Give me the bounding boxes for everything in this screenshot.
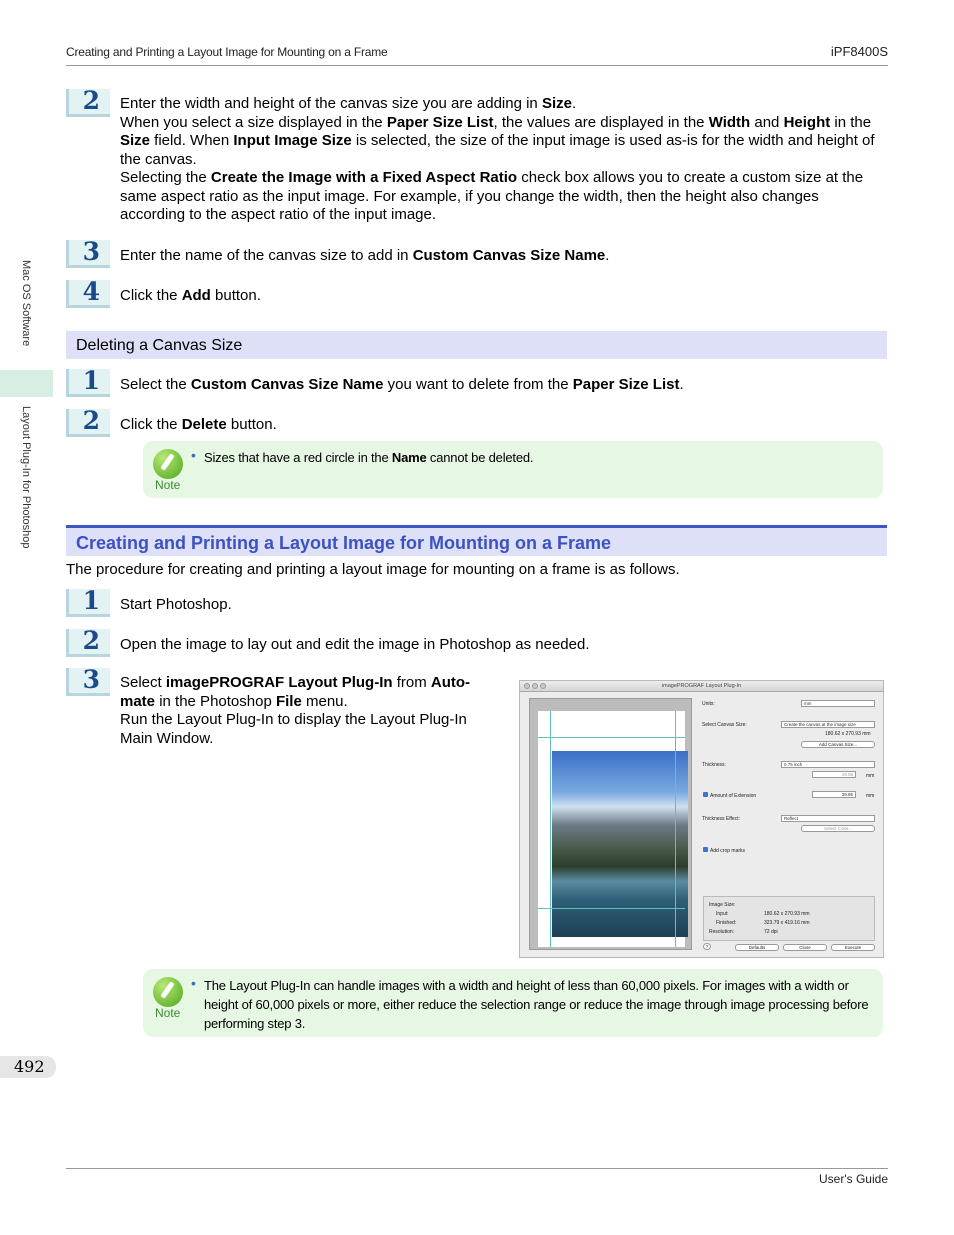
thickness-label: Thickness: bbox=[702, 762, 726, 768]
finished-size-label: Finished: bbox=[716, 920, 737, 926]
side-tab-marker bbox=[0, 370, 53, 397]
header-rule bbox=[66, 65, 888, 66]
help-icon: ? bbox=[703, 943, 711, 950]
note-pencil-icon bbox=[153, 449, 183, 479]
extension-label: Amount of Extension bbox=[710, 793, 757, 799]
note-text: The Layout Plug-In can handle images with a width and height of less than 60,000 pixels. For images with a width or height of 60,000 pixels or more, either reduce the selection range or reduce the image through image processing before performing step 3. bbox=[204, 978, 869, 1031]
crop-marks-label: Add crop marks bbox=[710, 848, 746, 854]
thickness-effect-select: Reflect bbox=[781, 815, 875, 822]
step-badge: 1 bbox=[66, 589, 110, 617]
step-badge: 4 bbox=[66, 280, 110, 308]
subsection-heading: Deleting a Canvas Size bbox=[66, 331, 887, 359]
step-text: Click the Add button. bbox=[120, 287, 261, 304]
units-label: Units: bbox=[702, 701, 715, 707]
step-badge: 2 bbox=[66, 409, 110, 437]
input-size-value: 180.62 x 270.93 mm bbox=[764, 911, 810, 917]
step-text: Open the image to lay out and edit the image in Photoshop as needed. bbox=[120, 636, 590, 653]
unit-label: mm bbox=[866, 793, 875, 799]
thickness-select: 0.75 inch bbox=[781, 761, 875, 768]
close-button: Close bbox=[783, 944, 827, 951]
step-badge: 2 bbox=[66, 629, 110, 657]
select-color-button: Select Color... bbox=[801, 825, 875, 832]
side-tab-mac-os-software: Mac OS Software bbox=[20, 260, 32, 347]
note-text: Sizes that have a red circle in the Name cannot be deleted. bbox=[204, 450, 534, 465]
units-select: mm bbox=[801, 700, 875, 707]
bullet-icon: • bbox=[191, 447, 196, 463]
thickness-effect-label: Thickness Effect: bbox=[702, 816, 740, 822]
page-number-tab bbox=[0, 1056, 56, 1078]
step-text: Select imagePROGRAF Layout Plug-In from Auto- mate in the Photoshop File menu. Run the Layout Plug-In to display the Layout Plug-In Main Window. bbox=[120, 674, 471, 747]
resolution-label: Resolution: bbox=[709, 929, 735, 935]
layout-plugin-window-screenshot bbox=[519, 680, 884, 958]
note-pencil-icon bbox=[153, 977, 183, 1007]
step-badge: 1 bbox=[66, 369, 110, 397]
footer-rule bbox=[66, 1168, 888, 1169]
resolution-value: 72 dpi bbox=[764, 929, 778, 935]
extension-checkbox bbox=[703, 792, 708, 797]
crop-marks-checkbox bbox=[703, 847, 708, 852]
side-tab-layout-plugin: Layout Plug-In for Photoshop bbox=[20, 406, 32, 549]
footer-guide-label: User's Guide bbox=[819, 1172, 888, 1186]
preview-photo bbox=[552, 751, 688, 937]
input-size-label: Input: bbox=[716, 911, 729, 917]
note-box bbox=[143, 441, 883, 498]
execute-button: Execute bbox=[831, 944, 875, 951]
step-text: Enter the name of the canvas size to add in Custom Canvas Size Name. bbox=[120, 247, 610, 264]
canvas-size-select: Create the canvas at the image size bbox=[781, 721, 875, 728]
add-canvas-size-button: Add Canvas Size... bbox=[801, 741, 875, 748]
window-titlebar bbox=[520, 681, 883, 692]
note-label: Note bbox=[155, 478, 181, 492]
running-header-model: iPF8400S bbox=[830, 44, 888, 59]
image-size-label: Image Size: bbox=[709, 902, 736, 908]
finished-size-value: 323.79 x 419.16 mm bbox=[764, 920, 810, 926]
preview-area bbox=[529, 698, 692, 950]
step-badge: 2 bbox=[66, 89, 110, 117]
bullet-icon: • bbox=[191, 975, 196, 991]
crop-guide bbox=[675, 711, 676, 947]
page-number: 492 bbox=[14, 1057, 45, 1076]
step-text: Select the Custom Canvas Size Name you want to delete from the Paper Size List. bbox=[120, 376, 684, 393]
step-text: Enter the width and height of the canvas size you are adding in Size. When you select a size displayed in the Paper Size List, the values are displayed in the Width and Height in the Size field. When Input Image Size is selected, the size of the input image is used as-is for the width and height of the canvas. Selecting the Create the Image with a Fixed Aspect Ratio check box allows you to create a custom size at the same aspect ratio as the input image. For example, if you change the width, then the height also changes according to the aspect ratio of the input image. bbox=[120, 95, 875, 223]
section-heading: Creating and Printing a Layout Image for Mounting on a Frame bbox=[66, 525, 887, 556]
step-badge: 3 bbox=[66, 240, 110, 268]
canvas-size-value: 180.62 x 270.93 mm bbox=[825, 731, 871, 737]
note-box bbox=[143, 969, 883, 1037]
defaults-button: Defaults bbox=[735, 944, 779, 951]
running-header-title: Creating and Printing a Layout Image for Mounting on a Frame bbox=[66, 45, 388, 59]
extension-field: 39.86 bbox=[812, 791, 856, 798]
step-badge: 3 bbox=[66, 668, 110, 696]
unit-label: mm bbox=[866, 773, 875, 779]
canvas-size-label: Select Canvas Size: bbox=[702, 722, 747, 728]
window-title: imagePROGRAF Layout Plug-In bbox=[661, 683, 742, 689]
step-text: Start Photoshop. bbox=[120, 596, 232, 613]
thickness-mm-field: 19.05 bbox=[812, 771, 856, 778]
crop-guide bbox=[538, 908, 685, 909]
image-size-info bbox=[703, 896, 875, 941]
crop-guide bbox=[550, 711, 551, 947]
section-intro: The procedure for creating and printing a layout image for mounting on a frame is as follows. bbox=[66, 561, 680, 578]
step-text: Click the Delete button. bbox=[120, 416, 277, 433]
note-label: Note bbox=[155, 1006, 181, 1020]
crop-guide bbox=[538, 737, 685, 738]
